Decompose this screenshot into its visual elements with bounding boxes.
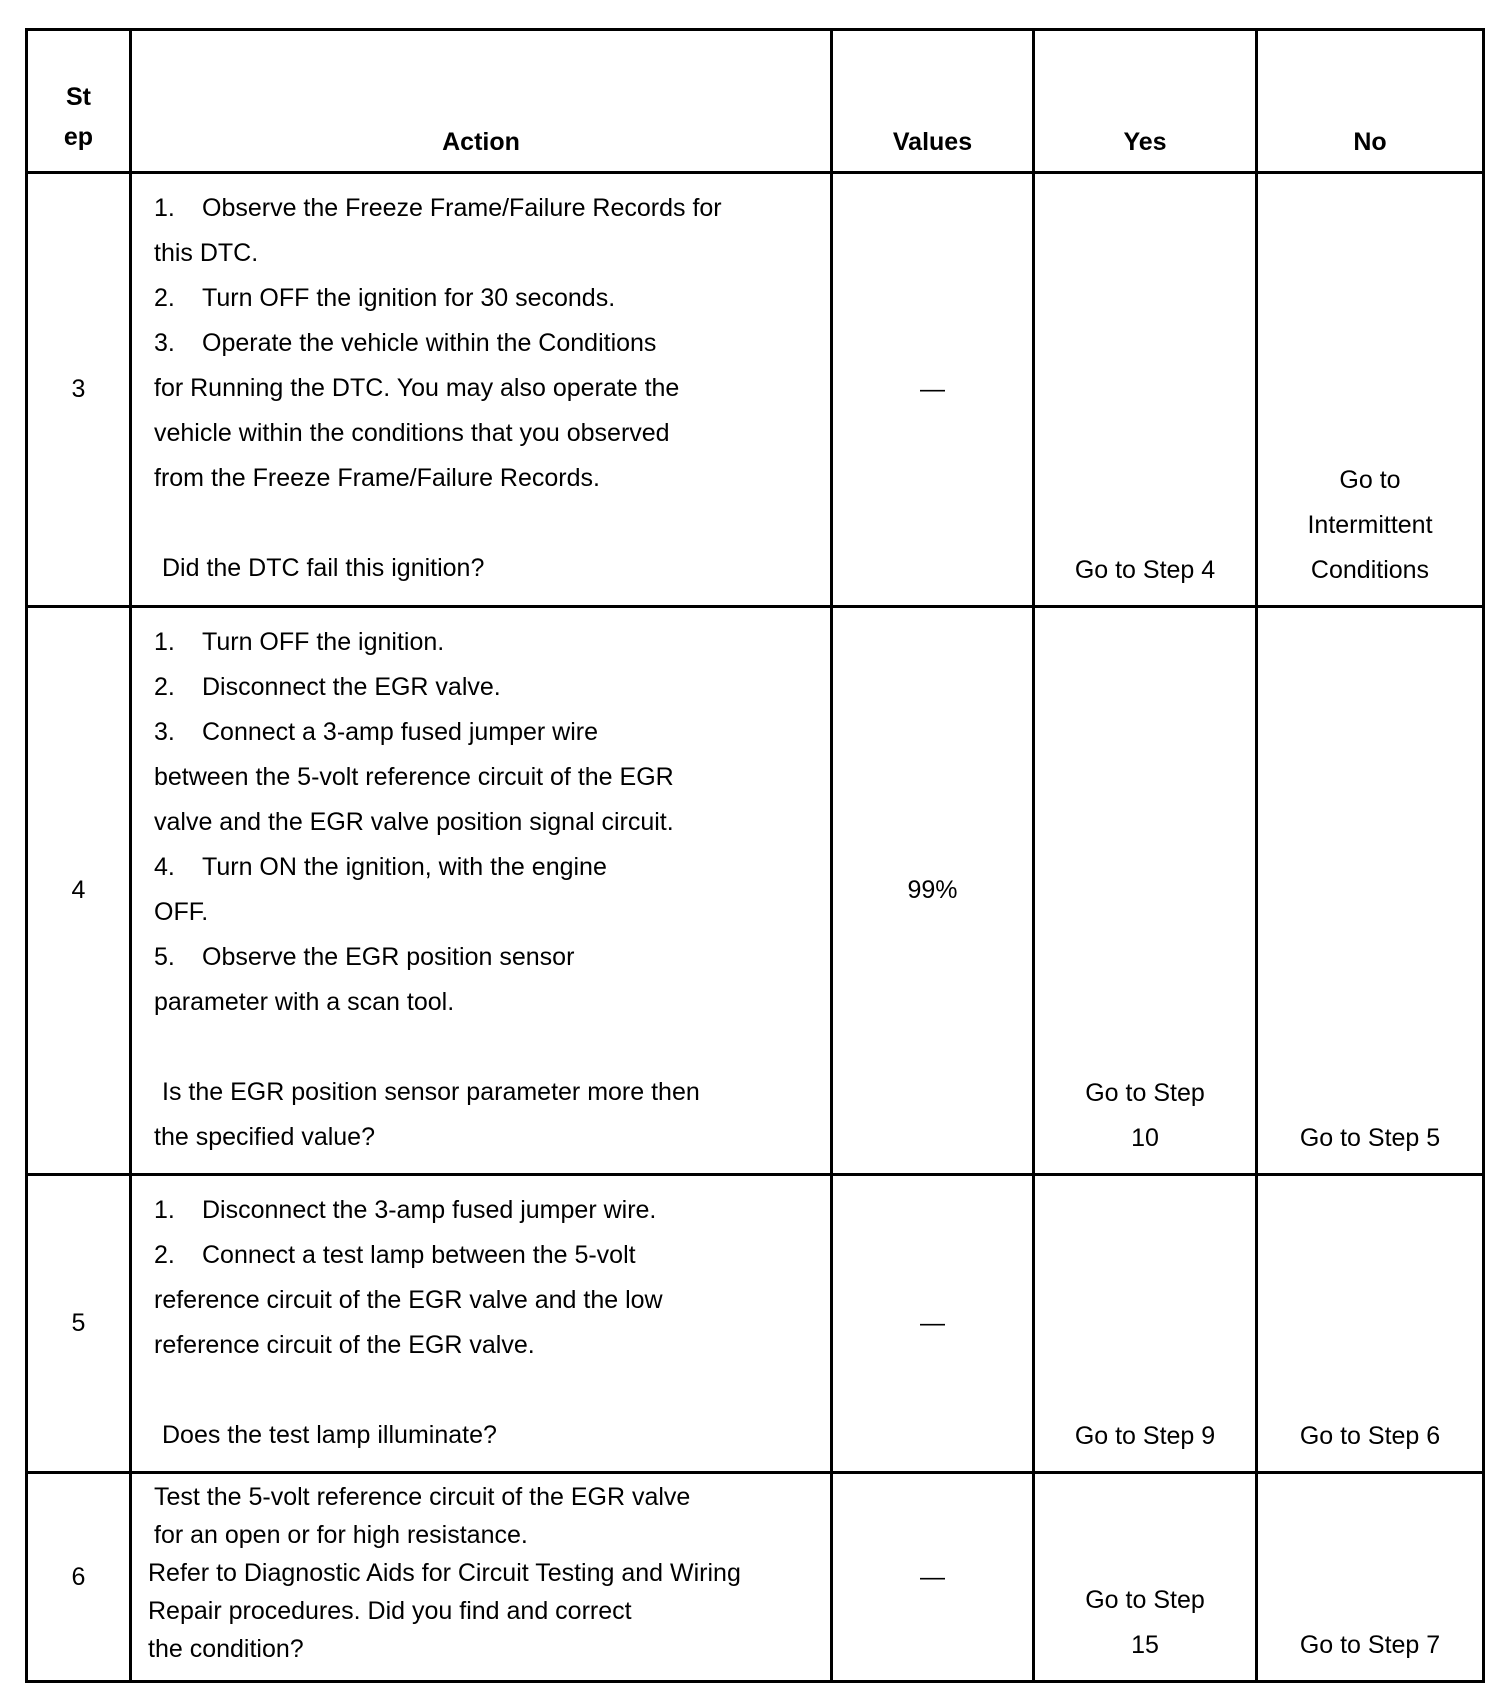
action-item: for Running the DTC. You may also operate the (154, 374, 680, 402)
action-line: for an open or for high resistance. (154, 1521, 528, 1549)
action-item: 2. Disconnect the EGR valve. (154, 673, 501, 701)
action-item: OFF. (154, 898, 209, 926)
action-question: Is the EGR position sensor parameter more then (162, 1078, 700, 1106)
no-cell: Go to Intermittent Conditions (1257, 173, 1484, 607)
yes-cell: Go to Step 9 (1034, 1175, 1257, 1473)
action-item: reference circuit of the EGR valve and the low (154, 1286, 663, 1314)
action-question: Does the test lamp illuminate? (162, 1421, 497, 1449)
diagnostic-table (25, 28, 1485, 1683)
table-row (27, 607, 1484, 1175)
no-cell: Go to Step 5 (1257, 607, 1484, 1175)
action-line: Repair procedures. Did you find and correct (148, 1597, 632, 1625)
action-item: parameter with a scan tool. (154, 988, 455, 1016)
table-row (27, 1175, 1484, 1473)
value-cell: — (832, 173, 1034, 607)
table-row (27, 1473, 1484, 1682)
action-item: 3. Operate the vehicle within the Conditions (154, 329, 657, 357)
step-header (27, 30, 131, 173)
value-cell: — (832, 1473, 1034, 1682)
no-header: No (1257, 30, 1484, 173)
header-row (27, 30, 1484, 173)
action-item: 1. Observe the Freeze Frame/Failure Records for (154, 194, 722, 222)
value-cell: 99% (832, 607, 1034, 1175)
action-cell (131, 1175, 832, 1473)
table-row (27, 173, 1484, 607)
value-cell: — (832, 1175, 1034, 1473)
step-number: 6 (27, 1473, 131, 1682)
action-item: 2. Connect a test lamp between the 5-volt (154, 1241, 636, 1269)
step-number: 5 (27, 1175, 131, 1473)
step-header-line-1: St (66, 83, 91, 111)
action-question: Did the DTC fail this ignition? (162, 554, 485, 582)
values-header: Values (832, 30, 1034, 173)
action-item: 2. Turn OFF the ignition for 30 seconds. (154, 284, 616, 312)
yes-cell: Go to Step 4 (1034, 173, 1257, 607)
action-item: this DTC. (154, 239, 259, 267)
action-cell (131, 173, 832, 607)
action-line: the condition? (148, 1635, 304, 1663)
action-item: 5. Observe the EGR position sensor (154, 943, 575, 971)
action-cell (131, 607, 832, 1175)
action-cell (131, 1473, 832, 1682)
action-item: 3. Connect a 3-amp fused jumper wire (154, 718, 599, 746)
action-item: between the 5-volt reference circuit of the EGR (154, 763, 674, 791)
action-item: valve and the EGR valve position signal circuit. (154, 808, 674, 836)
action-line: Refer to Diagnostic Aids for Circuit Testing and Wiring (148, 1559, 741, 1587)
step-number: 3 (27, 173, 131, 607)
yes-cell: Go to Step 15 (1034, 1473, 1257, 1682)
action-item: 1. Turn OFF the ignition. (154, 628, 445, 656)
action-line: Test the 5-volt reference circuit of the EGR valve (154, 1483, 691, 1511)
action-item: 4. Turn ON the ignition, with the engine (154, 853, 607, 881)
step-number: 4 (27, 607, 131, 1175)
yes-header: Yes (1034, 30, 1257, 173)
action-question-cont: the specified value? (154, 1123, 375, 1151)
action-item: vehicle within the conditions that you observed (154, 419, 670, 447)
action-item: reference circuit of the EGR valve. (154, 1331, 535, 1359)
action-item: from the Freeze Frame/Failure Records. (154, 464, 600, 492)
action-item: 1. Disconnect the 3-amp fused jumper wire. (154, 1196, 657, 1224)
step-header-line-2: ep (63, 123, 94, 151)
yes-cell: Go to Step 10 (1034, 607, 1257, 1175)
no-cell: Go to Step 7 (1257, 1473, 1484, 1682)
no-cell: Go to Step 6 (1257, 1175, 1484, 1473)
action-header: Action (131, 30, 832, 173)
